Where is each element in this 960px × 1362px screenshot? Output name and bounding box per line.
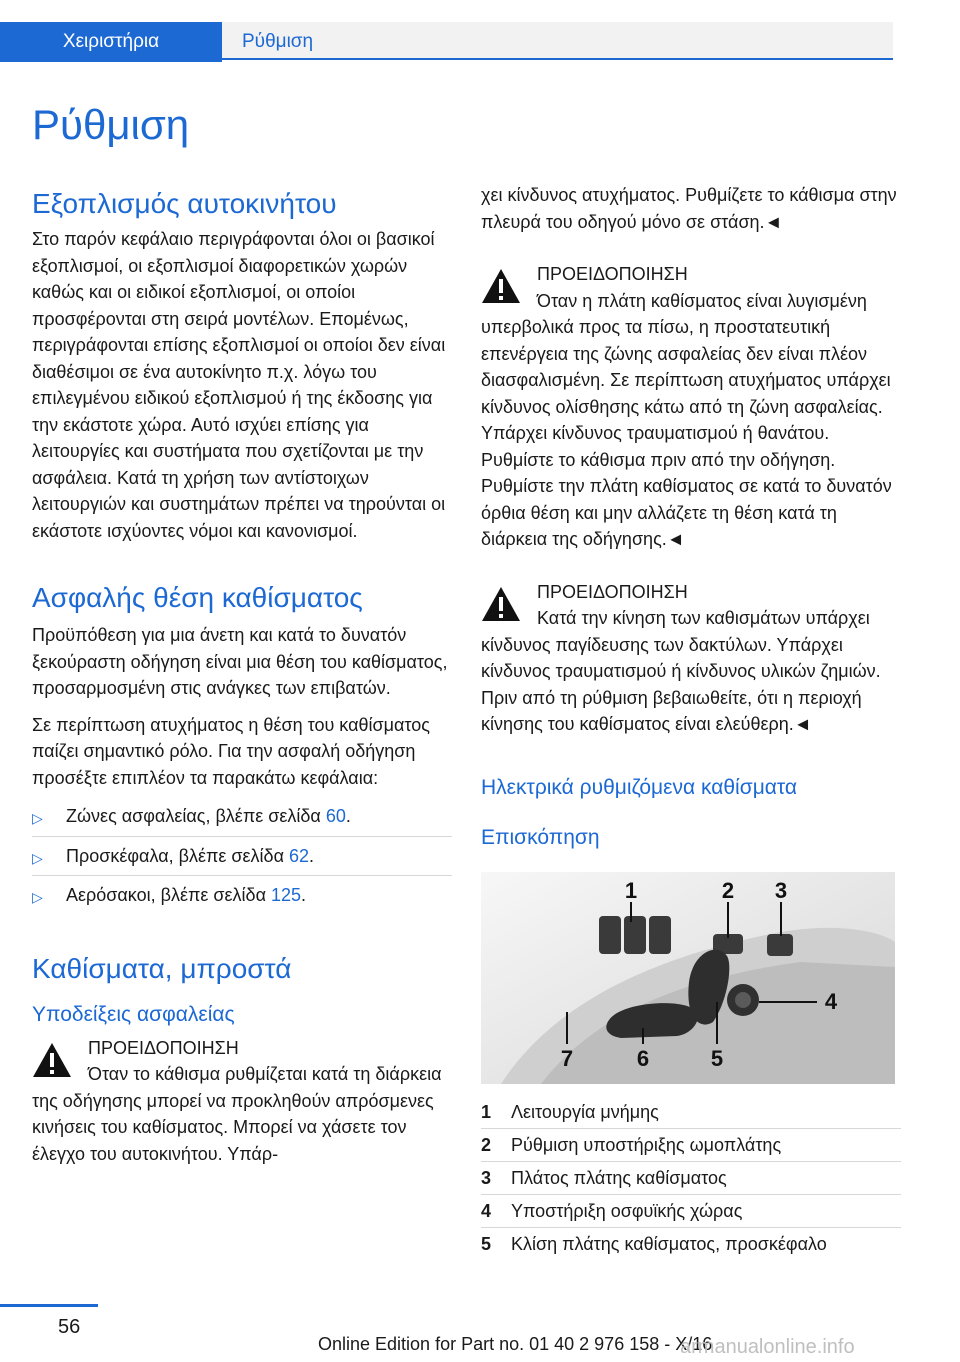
warning-text-continued: χει κίνδυνος ατυχήματος. Ρυθμίζετε το κάθισμα στην πλευρά του οδηγού μόνο σε στάση.◄ [481, 185, 897, 232]
legend-item [481, 1228, 901, 1260]
legend-item [481, 1162, 901, 1195]
page-link-seatbelts[interactable]: 60 [325, 806, 346, 826]
warning-triangle-icon [481, 267, 521, 305]
legend-number: 2 [481, 1134, 492, 1155]
legend-text: Υποστήριξη οσφυϊκής χώρας [511, 1200, 743, 1221]
figure-label-6: 6 [636, 1045, 650, 1071]
warning-block-1 [32, 1035, 452, 1168]
triangle-bullet-icon: ▷ [32, 810, 43, 826]
heading-safe-seat-position: Ασφαλής θέση καθίσματος [32, 582, 363, 613]
watermark: armanualonline.info [680, 1336, 855, 1358]
legend-item [481, 1195, 901, 1228]
footer-rule [0, 1304, 98, 1307]
page-link-airbags[interactable]: 125 [270, 885, 302, 905]
figure-label-3: 3 [774, 877, 788, 903]
page-number: 56 [58, 1316, 81, 1338]
warning-text: Όταν η πλάτη καθίσματος είναι λυγισμένη υπερβολικά προς τα πίσω, η προστατευτική επενέργεια της ζώνης ασφαλείας δεν είναι πλέον διασφαλισμένη. Σε περίπτωση ατυχήματος υπάρχει κίνδυνος ολίσθησης κάτω από τη ζώνη ασφαλείας. Υπάρχει κίνδυνος τραυματισμού ή θανάτου. Ρυθμίστε το κάθισμα πριν από την οδήγηση. Ρυθμίστε την πλάτη καθίσματος σε κατά το δυνατόν όρθια θέση και μην αλλάζετε τη θέση κατά τη διάρκεια της οδήγησης.◄ [481, 290, 892, 549]
list-item: ▷ Ζώνες ασφαλείας, βλέπε σελίδα 60. [32, 797, 452, 837]
paragraph-vehicle-equipment: Στο παρόν κεφάλαιο περιγράφονται όλοι οι βασικοί εξοπλισμοί, οι εξοπλισμοί διαφορετικών χωρών καθώς και οι ειδικοί εξοπλισμοί, οι οποίοι προσφέρονται στη σειρά μοντέλων. Επομένως, περιγράφονται επίσης εξοπλισμοί οι οποίοι δεν είναι διαθέσιμοι σε ένα αυτοκίνητο π.χ. λόγω του επιλεγμένου ειδικού εξοπλισμού ή της έκδοσης για την εκάστοτε χώρα. Αυτό ισχύει επίσης για λειτουργίες και συστήματα που σχετίζονται με την ασφάλεια. Κατά τη χρήση των αντίστοιχων λειτουργιών και συστημάτων πρέπει να τηρούνται οι εκάστοτε ισχύοντες νόμοι και κανονισμοί. [32, 229, 446, 541]
legend-text: Κλίση πλάτης καθίσματος, προσκέφαλο [511, 1233, 827, 1254]
legend-item [481, 1096, 901, 1129]
warning-block-3 [481, 579, 901, 738]
triangle-bullet-icon: ▷ [32, 889, 43, 905]
list-item: ▷ Αερόσακοι, βλέπε σελίδα 125. [32, 876, 452, 915]
legend-item [481, 1129, 901, 1162]
legend-text: Ρύθμιση υποστήριξης ωμοπλάτης [511, 1134, 782, 1155]
figure-legend [481, 1096, 901, 1260]
list-item: ▷ Προσκέφαλα, βλέπε σελίδα 62. [32, 837, 452, 877]
figure-label-4: 4 [824, 988, 838, 1014]
tab-adjusting[interactable]: Ρύθμιση [222, 22, 893, 60]
warning-heading: ΠΡΟΕΙΔΟΠΟΙΗΣΗ [537, 264, 688, 284]
seat-controls-illustration [481, 872, 895, 1084]
reference-list [32, 797, 452, 915]
paragraph-safe-seat-1: Προϋπόθεση για μια άνετη και κατά το δυνατόν ξεκούραστη οδήγηση είναι μια θέση του καθίσματος, προσαρμοσμένη στις ανάγκες των επιβατών. [32, 625, 448, 698]
seat-controls-figure [481, 872, 895, 1084]
page-link-head-restraints[interactable]: 62 [288, 845, 310, 866]
warning-text: Κατά την κίνηση των καθισμάτων υπάρχει κίνδυνος παγίδευσης των δακτύλων. Υπάρχει κίνδυνος τραυματισμού ή κίνδυνος υλικών ζημιών. Πριν από τη ρύθμιση βεβαιωθείτε, ότι η περιοχή κίνησης του καθίσματος είναι ελεύθερη.◄ [481, 608, 881, 734]
warning-triangle-icon [481, 585, 521, 623]
heading-vehicle-equipment: Εξοπλισμός αυτοκινήτου [32, 188, 337, 219]
legend-number: 4 [481, 1200, 492, 1221]
figure-label-7: 7 [560, 1045, 574, 1071]
page-title: Ρύθμιση [32, 101, 190, 148]
triangle-bullet-icon: ▷ [32, 849, 43, 866]
heading-safety-notes: Υποδείξεις ασφαλείας [32, 1002, 235, 1026]
warning-text: Όταν το κάθισμα ρυθμίζεται κατά τη διάρκεια της οδήγησης μπορεί να προκληθούν απρόσμενες κινήσεις του καθίσματος. Μπορεί να χάσετε τον έλεγχο του αυτοκινήτου. Υπάρ- [32, 1064, 442, 1164]
warning-heading: ΠΡΟΕΙΔΟΠΟΙΗΣΗ [88, 1037, 239, 1058]
warning-triangle-icon [32, 1041, 72, 1079]
paragraph-safe-seat-2: Σε περίπτωση ατυχήματος η θέση του καθίσματος παίζει σημαντικό ρόλο. Για την ασφαλή οδήγηση προσέξτε επιπλέον τα παρακάτω κεφάλαια: [32, 714, 430, 788]
legend-number: 5 [481, 1233, 492, 1254]
warning-heading: ΠΡΟΕΙΔΟΠΟΙΗΣΗ [537, 581, 688, 602]
warning-block-2 [481, 261, 901, 553]
right-column [481, 182, 901, 1260]
edition-note: Online Edition for Part no. 01 40 2 976 158 - X/16 [318, 1334, 713, 1354]
heading-electric-seats: Ηλεκτρικά ρυθμιζόμενα καθίσματα [481, 775, 798, 799]
chapter-tabs [0, 22, 893, 62]
tab-controls[interactable]: Χειριστήρια [0, 22, 222, 62]
left-column [32, 186, 452, 1167]
figure-label-2: 2 [721, 877, 735, 903]
figure-label-1: 1 [624, 877, 638, 903]
legend-text: Λειτουργία μνήμης [511, 1101, 659, 1122]
legend-text: Πλάτος πλάτης καθίσματος [511, 1167, 727, 1188]
heading-front-seats: Καθίσματα, μπροστά [32, 952, 292, 984]
heading-overview: Επισκόπηση [481, 825, 600, 849]
figure-label-5: 5 [710, 1045, 724, 1071]
legend-number: 1 [481, 1101, 492, 1122]
legend-number: 3 [481, 1167, 492, 1188]
